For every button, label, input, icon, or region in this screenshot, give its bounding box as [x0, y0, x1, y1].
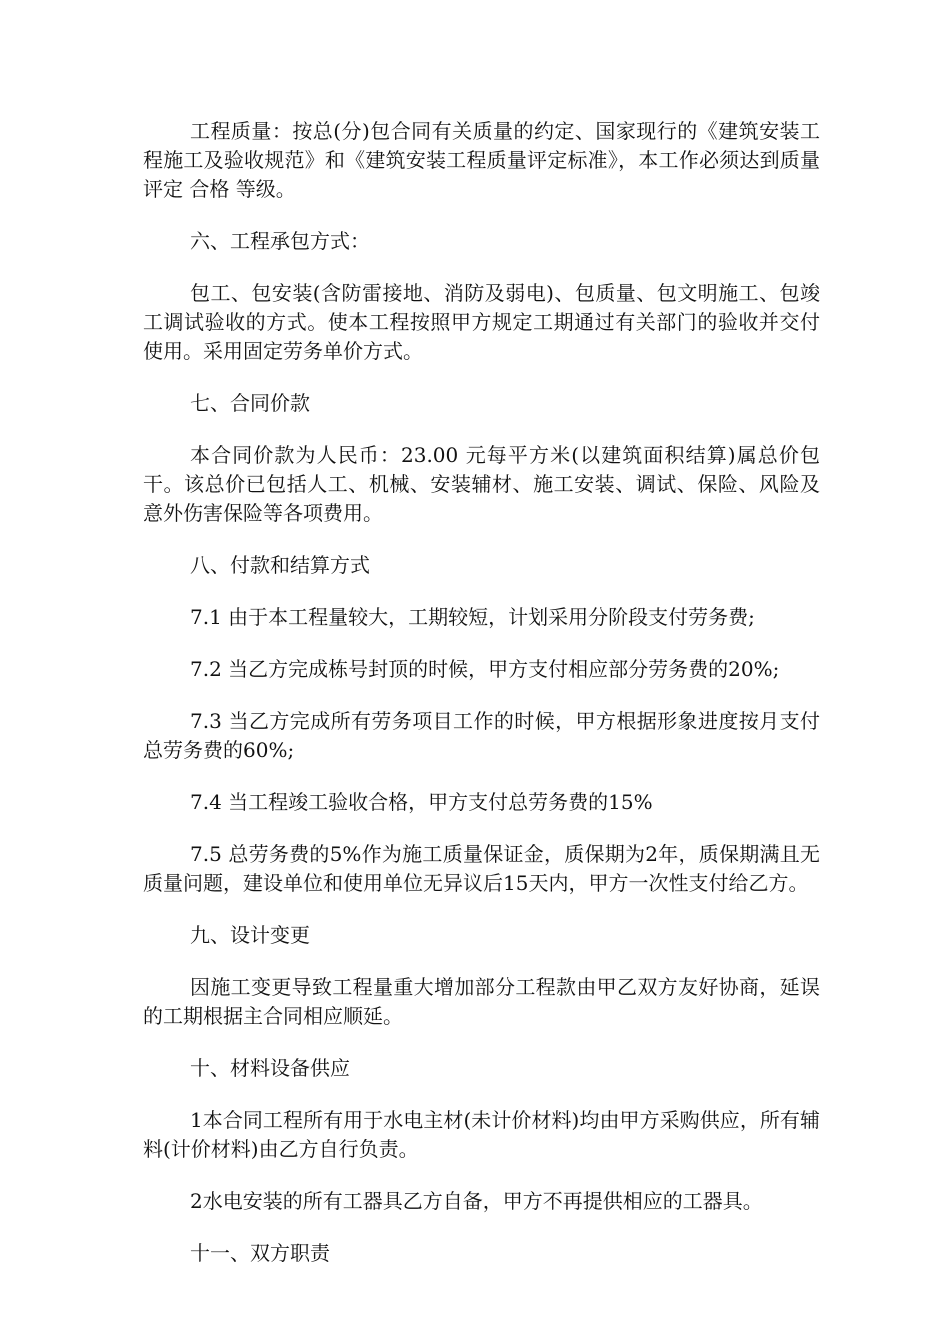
- heading-payment: 八、付款和结算方式: [190, 553, 370, 577]
- heading-responsibilities: 十一、双方职责: [190, 1241, 330, 1265]
- paragraph-payment-7-2: 7.2 当乙方完成栋号封顶的时候，甲方支付相应部分劳务费的20%;: [190, 657, 780, 681]
- heading-contract-price: 七、合同价款: [190, 391, 310, 415]
- paragraph-payment-7-3: 7.3 当乙方完成所有劳务项目工作的时候，甲方根据形象进度按月支付总劳务费的60%;: [143, 709, 820, 762]
- heading-design-change: 九、设计变更: [190, 923, 310, 947]
- paragraph-materials-2: 2水电安装的所有工器具乙方自备，甲方不再提供相应的工器具。: [190, 1189, 763, 1213]
- paragraph-payment-7-4: 7.4 当工程竣工验收合格，甲方支付总劳务费的15%: [190, 790, 653, 814]
- paragraph-quality: 工程质量：按总(分)包合同有关质量的约定、国家现行的《建筑安装工程施工及验收规范》和《建筑安装工程质量评定标准》，本工作必须达到质量评定 合格 等级。: [143, 119, 820, 201]
- paragraph-design-change: 因施工变更导致工程量重大增加部分工程款由甲乙双方友好协商，延误的工期根据主合同相应顺延。: [143, 975, 820, 1028]
- paragraph-contract-method: 包工、包安装(含防雷接地、消防及弱电)、包质量、包文明施工、包竣工调试验收的方式。使本工程按照甲方规定工期通过有关部门的验收并交付使用。采用固定劳务单价方式。: [143, 281, 820, 363]
- paragraph-contract-price: 本合同价款为人民币：23.00 元每平方米(以建筑面积结算)属总价包干。该总价已包括人工、机械、安装辅材、施工安装、调试、保险、风险及意外伤害保险等各项费用。: [143, 443, 820, 525]
- heading-materials: 十、材料设备供应: [190, 1056, 350, 1080]
- heading-contract-method: 六、工程承包方式：: [190, 229, 370, 253]
- paragraph-payment-7-5: 7.5 总劳务费的5%作为施工质量保证金，质保期为2年，质保期满且无质量问题，建设单位和使用单位无异议后15天内，甲方一次性支付给乙方。: [143, 842, 820, 895]
- paragraph-payment-7-1: 7.1 由于本工程量较大，工期较短，计划采用分阶段支付劳务费;: [190, 605, 755, 629]
- paragraph-materials-1: 1本合同工程所有用于水电主材(未计价材料)均由甲方采购供应，所有辅料(计价材料)由乙方自行负责。: [143, 1108, 820, 1161]
